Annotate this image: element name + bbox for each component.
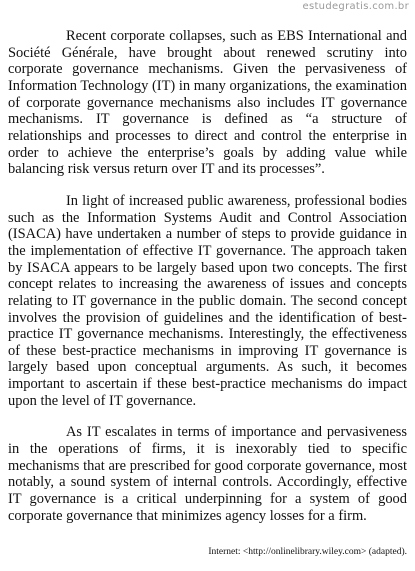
document-body	[8, 28, 407, 524]
watermark: estudegratis.com.br	[302, 1, 409, 12]
paragraph-1: Recent corporate collapses, such as EBS International and Société Générale, have brought about renewed scrutiny into corporate governance mechanisms. Given the pervasiveness of Information Technology (IT) in many organizations, the examination of corporate governance mechanisms also includes IT governance mechanisms. IT governance is defined as “a structure of relationships and processes to direct and control the enterprise in order to achieve the enterprise’s goals by adding value while balancing risk versus return over IT and its processes”.	[8, 28, 407, 178]
paragraph-2: In light of increased public awareness, professional bodies such as the Information Systems Audit and Control Association (ISACA) have undertaken a number of steps to provide guidance in the implementation of effective IT governance. The approach taken by ISACA appears to be largely based upon two concepts. The first concept relates to increasing the awareness of issues and concepts relating to IT governance in the public domain. The second concept involves the provision of guidelines and the identification of best-practice IT governance mechanisms. Interestingly, the effectiveness of these best-practice mechanisms in improving IT governance is largely based upon conceptual arguments. As such, it becomes important to ascertain if these best-practice mechanisms do impact upon the level of IT governance.	[8, 192, 407, 409]
paragraph-3: As IT escalates in terms of importance and pervasiveness in the operations of firms, it is inexorably tied to specific mechanisms that are prescribed for good corporate governance, most notably, a sound system of internal controls. Accordingly, effective IT governance is a critical underpinning for a system of good corporate governance that minimizes agency losses for a firm.	[8, 424, 407, 524]
source-citation: Internet: <http://onlinelibrary.wiley.com> (adapted).	[208, 547, 407, 557]
